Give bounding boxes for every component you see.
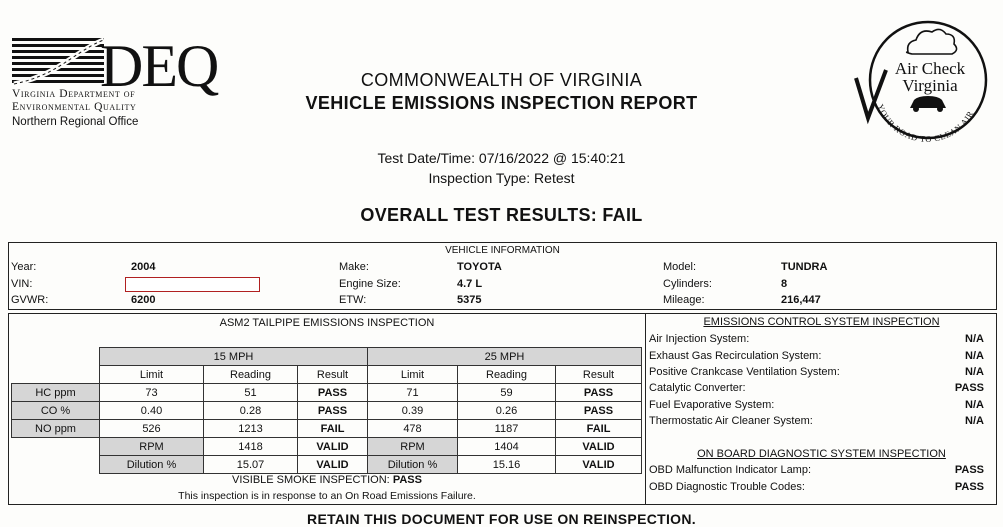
year-label: Year: <box>11 261 37 273</box>
test-datetime: Test Date/Time: 07/16/2022 @ 15:40:21 <box>377 150 626 166</box>
asm2-panel <box>9 314 646 504</box>
obd-title: ON BOARD DIAGNOSTIC SYSTEM INSPECTION <box>697 448 946 460</box>
cylinders-label: Cylinders: <box>663 278 712 290</box>
year-value: 2004 <box>131 261 156 273</box>
table-row <box>12 438 642 456</box>
retain-notice: RETAIN THIS DOCUMENT FOR USE ON REINSPECTION. <box>307 511 696 527</box>
table-cell: 0.40 <box>100 402 204 420</box>
deq-letters: DEQ <box>100 33 218 99</box>
agency-name-line1: Virginia Department of <box>12 88 136 100</box>
mileage-value: 216,447 <box>781 294 821 306</box>
inspection-type: Inspection Type: Retest <box>428 170 575 186</box>
dilution-label: Dilution % <box>100 456 204 474</box>
svg-text:YOUR ROAD TO CLEAN AIR <box>875 103 975 144</box>
car-icon <box>910 96 946 112</box>
table-cell: 1213 <box>204 420 298 438</box>
table-cell: 1187 <box>458 420 556 438</box>
result-cell: VALID <box>298 438 368 456</box>
table-cell: 478 <box>368 420 458 438</box>
result-cell: FAIL <box>298 420 368 438</box>
column-header: Limit <box>100 366 204 384</box>
table-cell: 15.16 <box>458 456 556 474</box>
vehicle-information-heading: VEHICLE INFORMATION <box>445 245 560 256</box>
table-row <box>12 384 642 402</box>
model-value: TUNDRA <box>781 261 828 273</box>
overall-test-result: OVERALL TEST RESULTS: FAIL <box>360 205 643 225</box>
table-row <box>12 366 642 384</box>
row-label-hc: HC ppm <box>12 384 100 402</box>
report-title-line2: VEHICLE EMISSIONS INSPECTION REPORT <box>305 93 698 113</box>
engine-size-label: Engine Size: <box>339 278 401 290</box>
rpm-label: RPM <box>368 438 458 456</box>
visible-smoke-inspection <box>9 474 645 486</box>
table-row <box>12 348 642 366</box>
mileage-label: Mileage: <box>663 294 705 306</box>
table-cell: 51 <box>204 384 298 402</box>
gvwr-value: 6200 <box>131 294 156 306</box>
table-cell: 59 <box>458 384 556 402</box>
table-cell: 0.26 <box>458 402 556 420</box>
table-row <box>12 456 642 474</box>
column-header: Result <box>556 366 642 384</box>
gvwr-label: GVWR: <box>11 294 49 306</box>
result-cell: VALID <box>556 456 642 474</box>
result-cell: VALID <box>298 456 368 474</box>
result-cell: PASS <box>556 384 642 402</box>
cylinders-value: 8 <box>781 278 788 290</box>
column-header: Reading <box>204 366 298 384</box>
asm2-table <box>11 347 642 474</box>
table-row <box>12 402 642 420</box>
ecs-title: EMISSIONS CONTROL SYSTEM INSPECTION <box>703 316 940 328</box>
table-row <box>12 420 642 438</box>
table-cell: 15.07 <box>204 456 298 474</box>
aircheck-line1: Air Check <box>894 59 966 78</box>
result-cell: PASS <box>298 384 368 402</box>
table-cell: 0.39 <box>368 402 458 420</box>
aircheck-line2: Virginia <box>902 76 958 95</box>
column-header: Reading <box>458 366 556 384</box>
air-check-virginia-logo <box>846 18 996 148</box>
on-road-note: This inspection is in response to an On Road Emissions Failure. <box>178 490 476 502</box>
table-cell: 73 <box>100 384 204 402</box>
agency-name-line2: Environmental Quality <box>12 101 137 113</box>
result-cell: FAIL <box>556 420 642 438</box>
asm2-title: ASM2 TAILPIPE EMISSIONS INSPECTION <box>219 317 435 329</box>
row-label-no: NO ppm <box>12 420 100 438</box>
make-label: Make: <box>339 261 369 273</box>
result-cell: PASS <box>298 402 368 420</box>
table-cell: 71 <box>368 384 458 402</box>
smoke-label: VISIBLE SMOKE INSPECTION: <box>232 474 390 486</box>
emissions-results-box <box>8 313 997 505</box>
smoke-result: PASS <box>392 474 422 486</box>
system-inspection-panel: EMISSIONS CONTROL SYSTEM INSPECTION Air Injection System: N/A Exhaust Gas Recirculation System: N/A Positive Crankcase Ventilation System: N/A Catalytic Converter: PASS Fuel Evaporative System: N/A Thermostatic Air Cleaner System: N/A ON BOARD DIAGNOSTIC SYSTEM INSPECTION OBD Malfunction Indicator Lamp: PASS OBD Diagnostic Trouble Codes: PASS <box>647 314 996 504</box>
vin-label: VIN: <box>11 278 33 290</box>
vin-redacted-field <box>125 277 260 292</box>
result-cell: PASS <box>556 402 642 420</box>
speed-25-header: 25 MPH <box>368 348 642 366</box>
rpm-label: RPM <box>100 438 204 456</box>
column-header: Limit <box>368 366 458 384</box>
table-cell: 526 <box>100 420 204 438</box>
aircheck-tagline: YOUR ROAD TO CLEAN AIR <box>875 102 976 144</box>
column-header: Result <box>298 366 368 384</box>
model-label: Model: <box>663 261 697 273</box>
dilution-label: Dilution % <box>368 456 458 474</box>
table-cell: 0.28 <box>204 402 298 420</box>
etw-value: 5375 <box>457 294 482 306</box>
row-label-co: CO % <box>12 402 100 420</box>
table-cell: 1404 <box>458 438 556 456</box>
vehicle-information-box <box>8 242 997 310</box>
regional-office: Northern Regional Office <box>12 116 139 128</box>
result-cell: VALID <box>556 438 642 456</box>
make-value: TOYOTA <box>457 261 502 273</box>
report-title-line1: COMMONWEALTH OF VIRGINIA <box>360 70 643 90</box>
table-cell: 1418 <box>204 438 298 456</box>
etw-label: ETW: <box>339 294 367 306</box>
engine-size-value: 4.7 L <box>457 278 483 290</box>
cloud-icon <box>907 29 957 54</box>
speed-15-header: 15 MPH <box>100 348 368 366</box>
